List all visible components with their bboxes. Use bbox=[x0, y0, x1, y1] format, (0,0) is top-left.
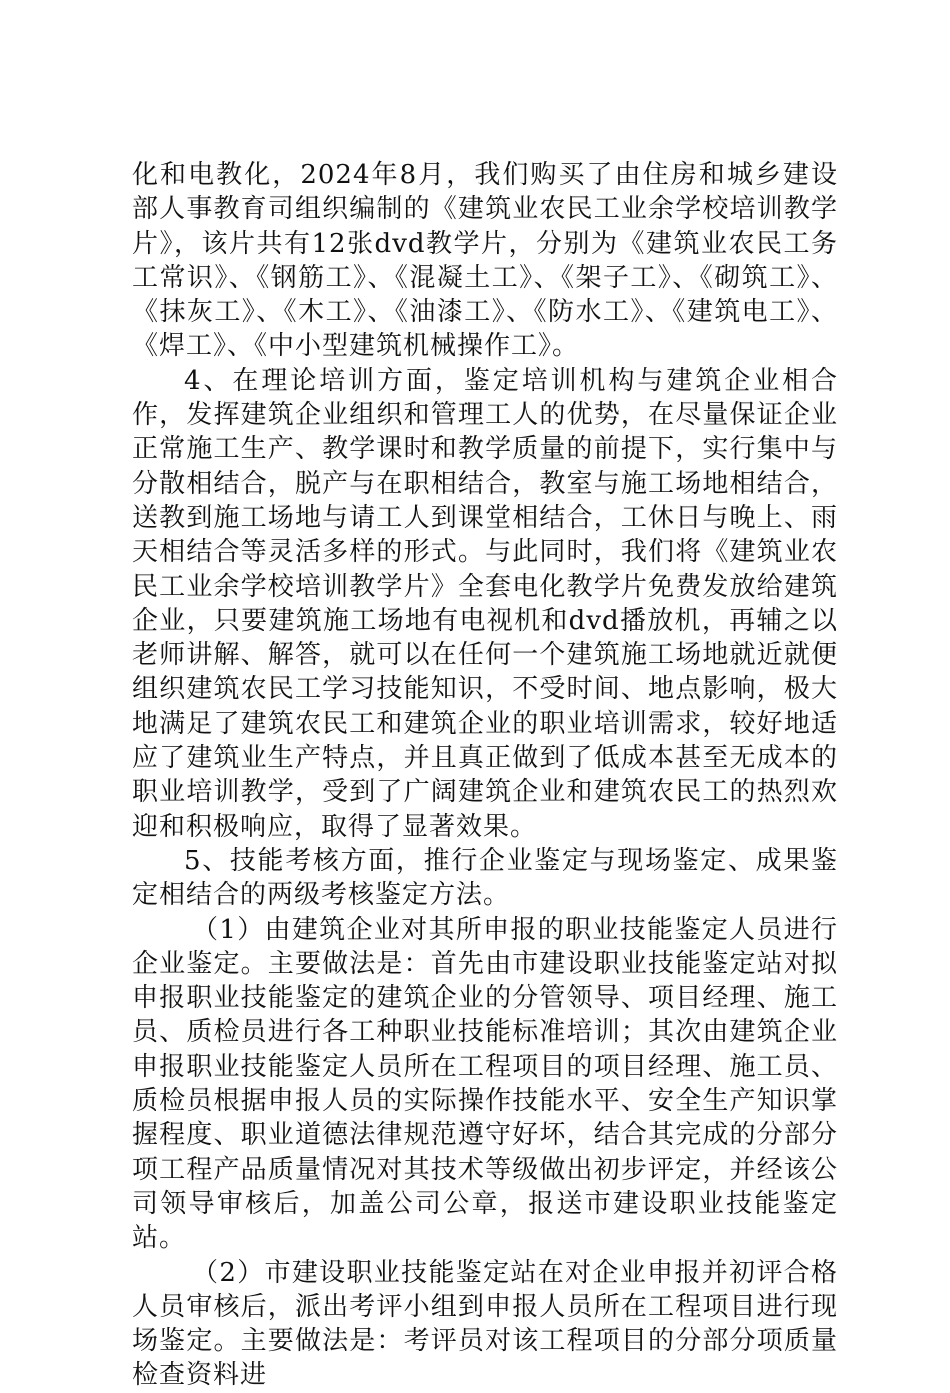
paragraph-continuation: 化和电教化，2024年8月，我们购买了由住房和城乡建设部人事教育司组织编制的《建筑业农民工业余学校培训教学片》，该片共有12张dvd教学片，分别为《建筑业农民工务工常识》、《钢筋工》、《混凝土工》、《架子工》、《砌筑工》、《抹灰工》、《木工》、《油漆工》、《防水工》、《建筑电工》、《焊工》、《中小型建筑机械操作工》。 bbox=[132, 160, 838, 362]
document-body bbox=[132, 158, 838, 1393]
paragraph-subitem-1: （1）由建筑企业对其所申报的职业技能鉴定人员进行企业鉴定。主要做法是：首先由市建设职业技能鉴定站对拟申报职业技能鉴定的建筑企业的分管领导、项目经理、施工员、质检员进行各工种职业技能标准培训；其次由建筑企业申报职业技能鉴定人员所在工程项目的项目经理、施工员、质检员根据申报人员的实际操作技能水平、安全生产知识掌握程度、职业道德法律规范遵守好坏，结合其完成的分部分项工程产品质量情况对其技术等级做出初步评定，并经该公司领导审核后，加盖公司公章，报送市建设职业技能鉴定站。 bbox=[132, 914, 838, 1254]
paragraph-subitem-2: （2）市建设职业技能鉴定站在对企业申报并初评合格人员审核后，派出考评小组到申报人员所在工程项目进行现场鉴定。主要做法是：考评员对该工程项目的分部分项质量检查资料进 bbox=[132, 1257, 838, 1391]
paragraph-item-4: 4、在理论培训方面，鉴定培训机构与建筑企业相合作，发挥建筑企业组织和管理工人的优势，在尽量保证企业正常施工生产、教学课时和教学质量的前提下，实行集中与分散相结合，脱产与在职相结合，教室与施工场地相结合，送教到施工场地与请工人到课堂相结合，工休日与晚上、雨天相结合等灵活多样的形式。与此同时，我们将《建筑业农民工业余学校培训教学片》全套电化教学片免费发放给建筑企业，只要建筑施工场地有电视机和dvd播放机，再辅之以老师讲解、解答，就可以在任何一个建筑施工场地就近就便组织建筑农民工学习技能知识，不受时间、地点影响，极大地满足了建筑农民工和建筑企业的职业培训需求，较好地适应了建筑业生产特点，并且真正做到了低成本甚至无成本的职业培训教学，受到了广阔建筑企业和建筑农民工的热烈欢迎和积极响应，取得了显著效果。 bbox=[132, 365, 838, 842]
paragraph-item-5: 5、技能考核方面，推行企业鉴定与现场鉴定、成果鉴定相结合的两级考核鉴定方法。 bbox=[132, 845, 838, 911]
